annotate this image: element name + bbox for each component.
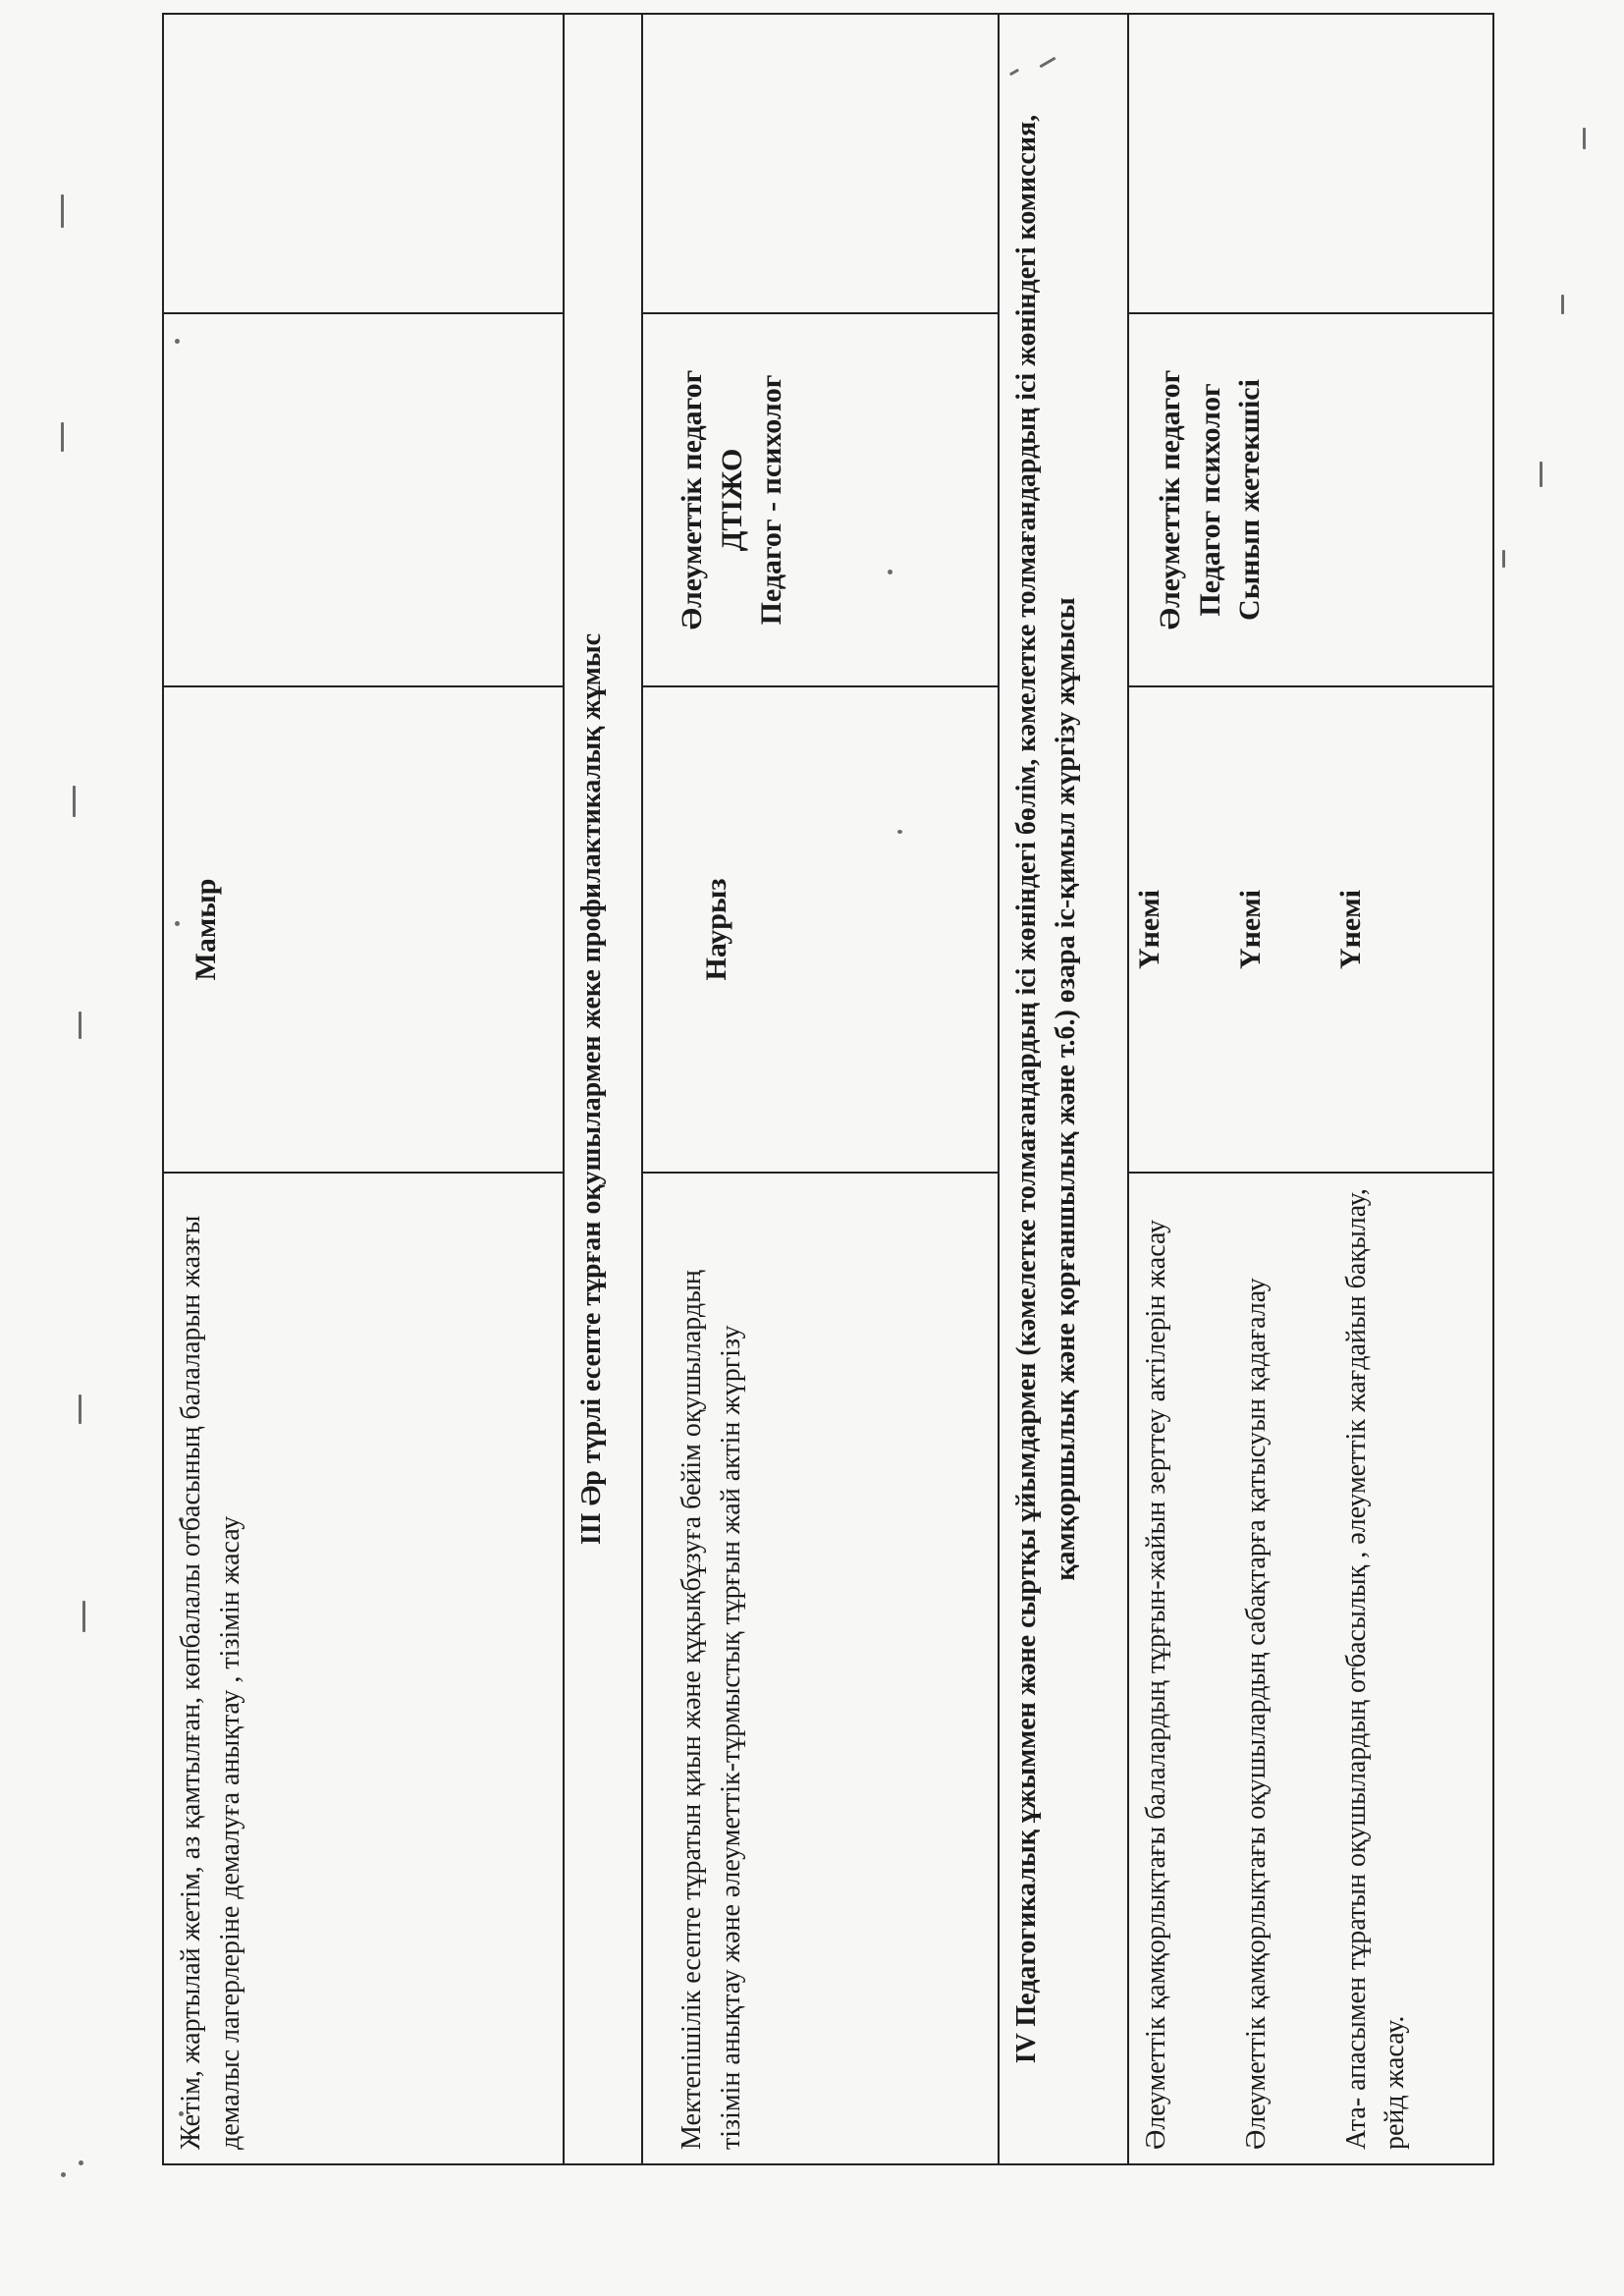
table-row (1128, 14, 1493, 2164)
time-text: Наурыз (700, 878, 732, 981)
scan-speck (61, 2172, 66, 2177)
section-header-row (999, 14, 1128, 2164)
event-cell (1128, 1173, 1493, 2164)
responsible-psychologist: Педагог - психолог (755, 374, 787, 626)
time-text: Мамыр (189, 878, 222, 981)
event-cell (163, 1173, 564, 2164)
table-row (163, 14, 564, 2164)
event-text: Ата- апасымен тұратын оқушылардың отбасылық , әлеуметтік жағдайын бақылау, рейд жасау. (1340, 1188, 1411, 2150)
responsible-social-pedagogue: Әлеуметтік педагог (1154, 369, 1186, 630)
section-3-title: III Әр түрлі есепте тұрған оқушылармен жеке профилактикалық жұмыс (564, 14, 642, 2164)
time-cell (642, 686, 999, 1173)
section-4-title: IV Педагогикалық ұжыммен және сыртқы ұйымдармен (кәмелетке толмағандардың ісі жөніндегі бөлім, кәмелетке толмағандардың ісі жөніндегі комиссия, қамқоршылық және қорғаншылық және т.б.) өзара іс-қимыл жүргізу жұмысы (999, 14, 1128, 2164)
scan-speck (61, 422, 64, 452)
event-text: Жетім, жартылай жетім, аз қамтылған, көпбалалы отбасының балаларын жазғы демалыс лагерлеріне демалуға анықтау , тізімін жасау (176, 1215, 245, 2150)
scan-speck (1583, 128, 1586, 149)
scan-speck (61, 194, 64, 228)
event-cell (642, 1173, 999, 2164)
responsible-social-pedagogue: Әлеуметтік педагог (676, 369, 708, 630)
responsible-psychologist: Педагог психолог (1193, 383, 1226, 617)
scan-speck (1540, 462, 1543, 487)
scan-speck (1502, 550, 1505, 568)
scan-speck (82, 1601, 85, 1632)
note-cell (642, 14, 999, 313)
time-text: Үнемі (1133, 889, 1165, 970)
time-text: Үнемі (1334, 889, 1368, 970)
responsible-dtizho: ДТІЖО (715, 448, 748, 552)
time-cell (1128, 686, 1493, 1173)
scan-speck (1561, 295, 1564, 314)
table-row (642, 14, 999, 2164)
responsible-cell (163, 313, 564, 686)
event-text: Әлеуметтік қамқорлықтағы балалардың тұрғын-жайын зерттеу актілерін жасау (1141, 1220, 1171, 2150)
responsible-cell (1128, 313, 1493, 686)
rotated-page (162, 114, 1492, 2165)
scan-speck (73, 786, 76, 817)
note-cell (163, 14, 564, 313)
scan-speck (79, 1394, 81, 1424)
note-cell (1128, 14, 1493, 313)
scan-speck (79, 2160, 83, 2165)
scan-speck (79, 1011, 81, 1039)
time-text: Үнемі (1233, 889, 1267, 970)
responsible-cell (642, 313, 999, 686)
plan-table (162, 13, 1494, 2165)
responsible-class-teacher: Сынып жетекшісі (1233, 379, 1266, 621)
time-cell (163, 686, 564, 1173)
section-header-row (564, 14, 642, 2164)
event-text: Әлеуметтік қамқорлықтағы оқушылардың сабақтарға қатысуын қадағалау (1240, 1278, 1272, 2150)
event-text: Мектепішілік есепте тұратын қиын және құқықбұзуға бейім оқушылардың тізімін анықтау және әлеуметтік-тұрмыстық тұрғын жай актін жүргізу (677, 1270, 746, 2150)
